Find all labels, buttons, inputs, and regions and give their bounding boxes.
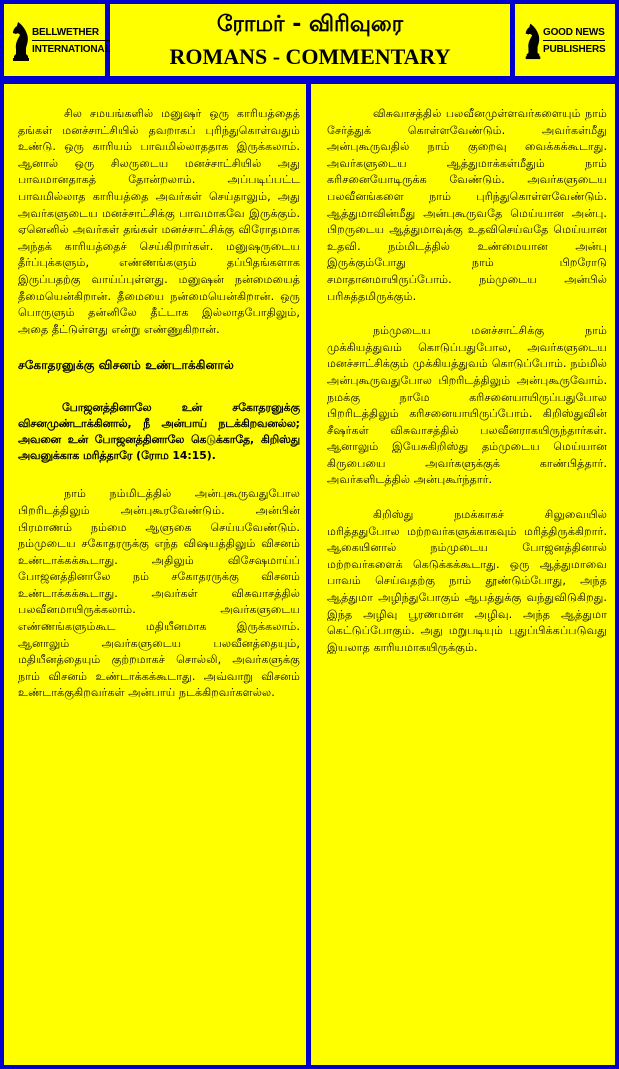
publisher-logo-left [4, 4, 111, 76]
logo-line1: GOOD NEWS [543, 26, 605, 41]
right-column [311, 84, 615, 1065]
title-block [110, 4, 510, 76]
section-heading: சகோதரனுக்கு விசனம் உண்டாக்கினால் [18, 358, 234, 373]
paragraph: நம்முடைய மனச்சாட்சிக்கு நாம் முக்கியத்துவம் கொடுப்பதுபோல, அவர்களுடைய மனச்சாட்சிக்கும் முக்கியத்துவம் கொடுப்போம். நம்மில் அன்புகூருவதுபோல பிறரிடத்திலும் அன்புகூருவோம். நமக்கு நாமே கரிசனையாயிருப்பதுபோல பிறரிடத்திலும் கரிசனையாயிருப்போம். கிறிஸ்துவின் சீஷர்கள் விசுவாசத்தில் பலவீனராகயிருந்தார்கள். ஆனாலும் இயேசுகிறிஸ்து தம்முடைய மெய்யான கிருபையை அவர்களுக்குக் காண்பித்தார். அவர்களிடத்தில் அன்புகூர்ந்தார். [327, 324, 607, 487]
scripture-verse: போஜனத்தினாலே உன் சகோதரனுக்கு விசனமுண்டாக்கினால், நீ அன்பாய் நடக்கிறவனல்ல; அவனை உன் போஜனத்தினாலே கெடுக்காதே, கிறிஸ்து அவனுக்காக மரித்தாரே (ரோம 14:15). [18, 401, 300, 463]
logo-text-right [543, 26, 605, 56]
logo-line2: INTERNATIONAL [32, 44, 111, 55]
chess-knight-icon [10, 18, 32, 62]
left-column [4, 84, 306, 1065]
content-area [0, 80, 619, 1069]
page-title-tamil: ரோமர் - விரிவுரை [216, 12, 404, 37]
page-title-english: ROMANS - COMMENTARY [169, 44, 451, 69]
logo-line2: PUBLISHERS [543, 44, 606, 55]
paragraph: கிறிஸ்து நமக்காகச் சிலுவையில் மரித்ததுபோல மற்றவர்களுக்காகவும் மரித்திருக்கிறார். ஆகையினால் நம்முடைய போஜனத்தினால் மற்றவர்களைக் கெடுக்கக்கூடாது. ஒரு ஆத்துமாவை பாவம் செய்வதற்கு நாம் தூண்டும்போது, அந்த ஆத்துமா அழிந்துபோகும் ஆபத்துக்கு வந்துவிடுகிறது. இந்த அழிவு பூரணமான அழிவு. அந்த ஆத்துமா கெட்டுப்போகும். அது மறுபடியும் புதுப்பிக்கப்படுவது இயலாத காரியமாகயிருக்கும். [327, 508, 607, 654]
chess-knight-icon [523, 20, 543, 60]
logo-line1: BELLWETHER [32, 26, 110, 41]
paragraph: நாம் நம்மிடத்தில் அன்புகூருவதுபோல பிறரிடத்திலும் அன்புகூரவேண்டும். அன்பின் பிரமாணம் நம்மை ஆளுகை செய்யவேண்டும். நம்முடைய சகோதரருக்கு எந்த விஷயத்திலும் விசனம் உண்டாக்கக்கூடாது. அதிலும் விசேஷமாய்ப் போஜனத்தினாலே நம் சகோதரருக்கு விசனம் உண்டாக்கக்கூடாது. அவர்கள் விசுவாசத்தில் பலவீனமாயிருக்கலாம். அவர்களுடைய எண்ணங்களும்கூட மதியீனமாக இருக்கலாம். ஆனாலும் அவர்களுடைய பலவீனத்தையும், மதியீனத்தையும் குற்றமாகச் சொல்லி, அவர்களுக்கு நாம் விசனம் உண்டாக்கக்கூடாது. அவ்வாறு விசனம் உண்டாக்குகிறவர்கள் அன்பாய் நடக்கிறவர்களல்ல. [18, 487, 300, 700]
logo-text-left [32, 26, 110, 56]
page-header [0, 0, 619, 80]
paragraph: விசுவாசத்தில் பலவீனமுள்ளவர்களையும் நாம் சேர்த்துக் கொள்ளவேண்டும். அவர்கள்மீது அன்புகூருவதில் நாம் குறைவு வைக்கக்கூடாது. அவர்களுடைய ஆத்துமாக்கள்மீதும் நாம் கரிசனையோடிருக்க வேண்டும். அவர்களுடைய பலவீனங்களை நாம் புரிந்துகொள்ளவேண்டும். ஆத்துமாவின்மீது அன்புகூருவதே மெய்யான அன்பு. பிறருடைய ஆத்துமாவுக்கு உதவிசெய்வதே மெய்யான உதவி. நம்மிடத்தில் உண்மையான அன்பு இருக்கும்போது நாம் பிறரோடு சமாதானமாயிருப்போம். நம்முடைய அன்பில் பரிசுத்தமிருக்கும். [327, 107, 607, 303]
paragraph: சில சமயங்களில் மனுஷர் ஒரு காரியத்தைத் தங்கள் மனச்சாட்சியில் தவறாகப் புரிந்துகொள்வதும் உண்டு. ஒரு காரியம் பாவமில்லாததாக இருக்கலாம். ஆனால் ஒரு சிலருடைய மனச்சாட்சியில் அது பாவமானதாகத் தோன்றலாம். அப்படிப்பட்ட பாவமில்லாத காரியத்தை அவர்கள் செய்தாலும், அது அவர்களுடைய மனச்சாட்சிக்கு பாவமாகவே இருக்கும். ஏனெனில் அவர்கள் தங்கள் மனச்சாட்சிக்கு விரோதமாக அந்தக் காரியத்தைச் செய்கிறார்கள். மனுஷருடைய தீர்ப்புக்களும், எண்ணங்களும் தப்பிதங்களாக இருப்பதற்கு வாய்ப்புள்ளது. மனுஷன் நன்மையைத் தீமையென்கிறான். தீமையை நன்மையென்கிறான். ஒரு பொருளும் தன்னிலே தீட்டாக இல்லாதபோதிலும், அதை தீட்டுள்ளது என்று எண்ணுகிறான். [18, 107, 300, 336]
publisher-logo-right [515, 4, 615, 76]
